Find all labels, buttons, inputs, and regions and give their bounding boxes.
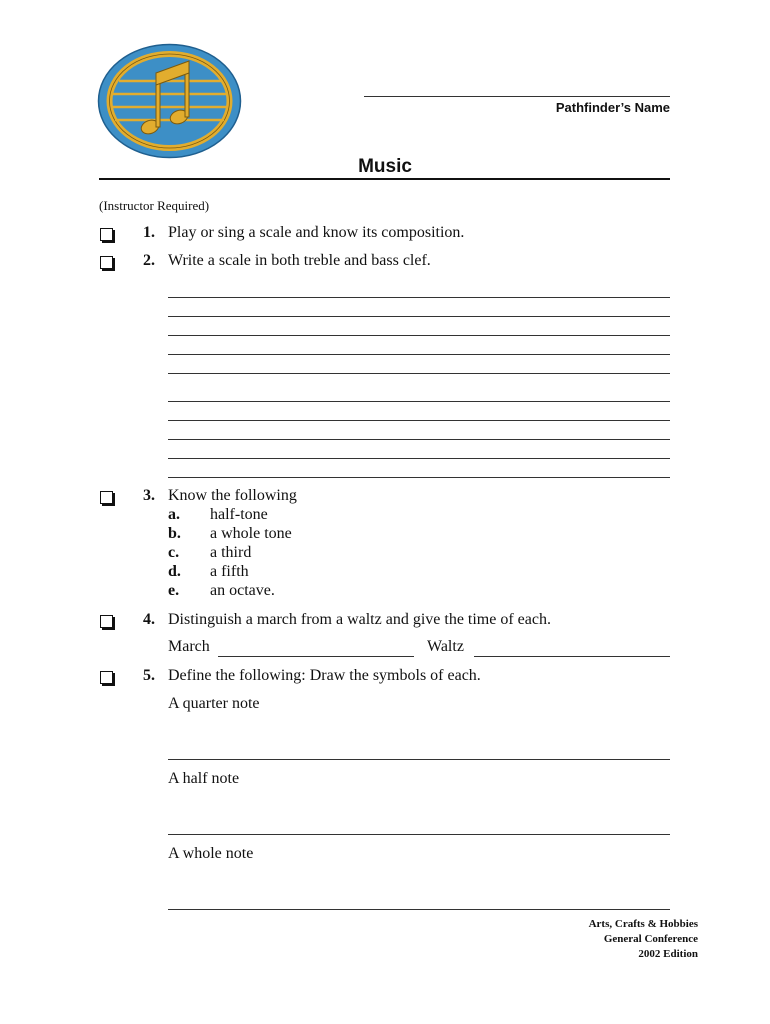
item-3b-text: a whole tone: [210, 525, 292, 542]
item-4-text: Distinguish a march from a waltz and give the time of each.: [168, 611, 551, 628]
music-badge-logo: [97, 43, 242, 159]
item-3-number: 3.: [143, 487, 155, 504]
item-3d-text: a fifth: [210, 563, 249, 580]
pathfinder-name-label: Pathfinder’s Name: [555, 100, 670, 115]
waltz-answer-line[interactable]: [474, 656, 670, 657]
march-label: March: [168, 638, 210, 655]
item-5-text: Define the following: Draw the symbols of each.: [168, 667, 481, 684]
half-note-label: A half note: [168, 770, 240, 787]
march-answer-line[interactable]: [218, 656, 414, 657]
item-2-number: 2.: [143, 252, 155, 269]
item-3c-letter: c.: [168, 544, 180, 561]
footer-edition: 2002 Edition: [638, 948, 698, 960]
answer-line[interactable]: [168, 354, 670, 355]
item-3b-letter: b.: [168, 525, 181, 542]
footer-publisher: General Conference: [603, 933, 698, 945]
answer-line[interactable]: [168, 458, 670, 459]
instructor-required-note: (Instructor Required): [99, 198, 210, 213]
answer-line[interactable]: [168, 477, 670, 478]
half-note-answer-line[interactable]: [168, 834, 670, 835]
footer: [589, 917, 698, 962]
item-3a-letter: a.: [168, 506, 180, 523]
item-1-text: Play or sing a scale and know its composition.: [168, 224, 465, 241]
title-rule: [99, 178, 670, 180]
answer-line[interactable]: [168, 316, 670, 317]
answer-line[interactable]: [168, 335, 670, 336]
item-5-checkbox[interactable]: [100, 671, 113, 684]
item-4-number: 4.: [143, 611, 155, 628]
item-4-checkbox[interactable]: [100, 615, 113, 628]
item-3e-letter: e.: [168, 582, 180, 599]
item-3-checkbox[interactable]: [100, 491, 113, 504]
item-3a-text: half-tone: [210, 506, 268, 523]
waltz-label: Waltz: [427, 638, 464, 655]
pathfinder-name-line[interactable]: [364, 96, 670, 97]
item-3c-text: a third: [210, 544, 252, 561]
answer-line[interactable]: [168, 401, 670, 402]
item-2-text: Write a scale in both treble and bass clef.: [168, 252, 431, 269]
answer-line[interactable]: [168, 297, 670, 298]
item-3d-letter: d.: [168, 563, 181, 580]
item-2-checkbox[interactable]: [100, 256, 113, 269]
footer-category: Arts, Crafts & Hobbies: [588, 918, 698, 930]
quarter-note-answer-line[interactable]: [168, 759, 670, 760]
whole-note-answer-line[interactable]: [168, 909, 670, 910]
quarter-note-label: A quarter note: [168, 695, 260, 712]
item-5-number: 5.: [143, 667, 155, 684]
item-3-text: Know the following: [168, 487, 297, 504]
music-note-icon: [97, 43, 242, 159]
whole-note-label: A whole note: [168, 845, 254, 862]
page-title: Music: [358, 156, 412, 177]
item-1-checkbox[interactable]: [100, 228, 113, 241]
answer-line[interactable]: [168, 420, 670, 421]
answer-line[interactable]: [168, 439, 670, 440]
item-1-number: 1.: [143, 224, 155, 241]
answer-line[interactable]: [168, 373, 670, 374]
item-3e-text: an octave.: [210, 582, 275, 599]
